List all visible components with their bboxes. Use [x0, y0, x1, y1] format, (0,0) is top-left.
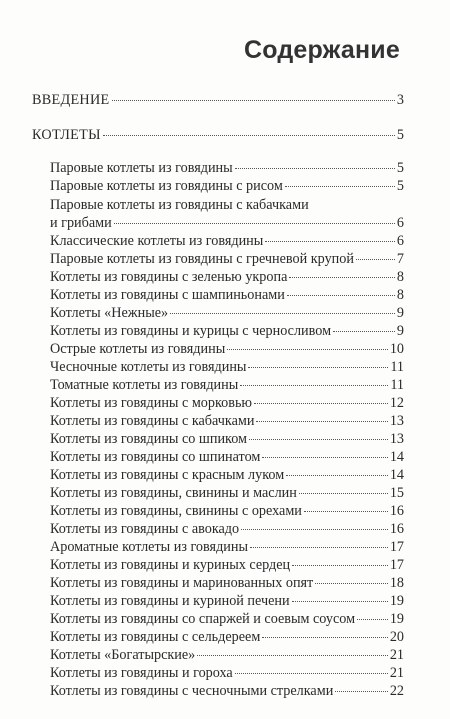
toc-entry-page: 6 — [396, 215, 404, 231]
toc-entry-page: 5 — [396, 160, 404, 176]
toc-entry-page: 8 — [396, 287, 404, 303]
dot-leader — [287, 295, 395, 296]
dot-leader — [289, 277, 395, 278]
toc-entry-label: Котлеты из говядины со шпинатом — [50, 449, 261, 465]
dot-leader — [262, 457, 387, 458]
toc-entry — [50, 628, 404, 646]
toc-entry-page: 14 — [389, 467, 404, 483]
toc-entry-page: 12 — [389, 395, 404, 411]
dot-leader — [335, 691, 388, 692]
toc-entry-label: Котлеты из говядины со шпиком — [50, 431, 248, 447]
toc-entry — [50, 430, 404, 448]
toc-entry-label: Томатные котлеты из говядины — [50, 377, 239, 393]
toc-entry — [32, 91, 404, 109]
toc-entry-page: 21 — [389, 647, 404, 663]
toc-entry — [50, 538, 404, 556]
toc-entry-label: Котлеты из говядины с кабачками — [50, 413, 255, 429]
toc-entry-page: 20 — [389, 629, 404, 645]
toc-entry — [32, 126, 404, 144]
page-title: Содержание — [243, 36, 400, 64]
toc-entry-label: и грибами — [50, 215, 112, 231]
toc-entry-page: 22 — [389, 683, 404, 699]
toc-entry-page: 19 — [389, 593, 404, 609]
toc-entry-label: Котлеты из говядины с морковью — [50, 395, 253, 411]
dot-leader — [114, 223, 395, 224]
toc-entry — [50, 610, 404, 628]
dot-leader — [292, 601, 388, 602]
toc-entry-page: 21 — [389, 665, 404, 681]
toc-entry-page: 11 — [390, 359, 404, 375]
toc-entry-page: 9 — [396, 305, 404, 321]
toc-entry — [50, 664, 404, 682]
toc-entry — [50, 520, 404, 538]
dot-leader — [250, 547, 388, 548]
dot-leader — [248, 367, 388, 368]
toc-entry-page: 15 — [389, 485, 404, 501]
dot-leader — [254, 403, 388, 404]
dot-leader — [235, 673, 388, 674]
toc-entry-page: 3 — [396, 92, 404, 108]
toc-entry-label: Котлеты «Нежные» — [50, 305, 169, 321]
toc-entry — [50, 484, 404, 502]
toc-entry — [50, 250, 404, 268]
dot-leader — [286, 475, 388, 476]
toc-entry-label: Котлеты из говядины с чесночными стрелками — [50, 683, 334, 699]
toc-entry-page: 8 — [396, 269, 404, 285]
toc-entry-page: 6 — [396, 233, 404, 249]
toc-entry-page: 13 — [389, 413, 404, 429]
dot-leader — [240, 385, 388, 386]
toc-entry — [50, 412, 404, 430]
dot-leader — [333, 331, 395, 332]
toc-entry-label: Котлеты из говядины с зеленью укропа — [50, 269, 288, 285]
toc-entry-label: Котлеты из говядины со спаржей и соевым соусом — [50, 611, 356, 627]
toc-entry-page: 18 — [389, 575, 404, 591]
toc-entry — [50, 322, 404, 340]
dot-leader — [315, 583, 388, 584]
toc-entry — [50, 574, 404, 592]
toc-entry — [50, 358, 404, 376]
toc-entry — [50, 286, 404, 304]
toc-entry-page: 16 — [389, 503, 404, 519]
toc-entry-label: Котлеты из говядины и маринованных опят — [50, 575, 314, 591]
dot-leader — [357, 619, 388, 620]
dot-leader — [262, 637, 387, 638]
toc-entry — [50, 159, 404, 177]
dot-leader — [235, 168, 395, 169]
toc-entry — [50, 232, 404, 250]
toc-entry-label: Котлеты из говядины, свинины и маслин — [50, 485, 297, 501]
toc-entry-label: Паровые котлеты из говядины — [50, 160, 233, 176]
dot-leader — [103, 135, 395, 136]
toc-entry — [50, 177, 404, 195]
toc-entry-page: 10 — [389, 341, 404, 357]
toc-entry-label: Котлеты из говядины и куриных сердец — [50, 557, 291, 573]
toc-entry — [50, 466, 404, 484]
toc-entry — [50, 214, 404, 232]
toc-entry-page: 17 — [389, 539, 404, 555]
toc-entry-label: Котлеты из говядины и гороха — [50, 665, 233, 681]
toc-entry-label: ВВЕДЕНИЕ — [32, 92, 110, 108]
dot-leader — [265, 241, 395, 242]
dot-leader — [227, 349, 388, 350]
toc-entry-page: 19 — [389, 611, 404, 627]
toc-entry — [50, 592, 404, 610]
dot-leader — [256, 421, 387, 422]
toc-entry-label: Котлеты из говядины, свинины с орехами — [50, 503, 302, 519]
toc-entry-page: 5 — [396, 127, 404, 143]
toc-entry-label: КОТЛЕТЫ — [32, 127, 101, 143]
toc-entry — [50, 448, 404, 466]
dot-leader — [292, 565, 388, 566]
toc-entry-page: 5 — [396, 178, 404, 194]
dot-leader — [241, 529, 388, 530]
toc-entry — [50, 268, 404, 286]
toc-entry-label: Ароматные котлеты из говядины — [50, 539, 248, 555]
toc-entry-label: Котлеты из говядины с сельдереем — [50, 629, 261, 645]
toc-entry-page: 13 — [389, 431, 404, 447]
toc-entry-page: 9 — [396, 323, 404, 339]
toc-entry — [50, 394, 404, 412]
toc-entry — [50, 376, 404, 394]
toc-entry-page: 16 — [389, 521, 404, 537]
dot-leader — [249, 439, 388, 440]
toc-entry-label: Котлеты из говядины с шампиньонами — [50, 287, 285, 303]
dot-leader — [197, 655, 388, 656]
toc-entry-label: Котлеты из говядины и куриной печени — [50, 593, 290, 609]
toc-entry-label: Паровые котлеты из говядины с гречневой крупой — [50, 251, 354, 267]
dot-leader — [304, 511, 388, 512]
dot-leader — [356, 259, 395, 260]
toc-entry-page: 7 — [396, 251, 404, 267]
toc-entry-label: Острые котлеты из говядины — [50, 341, 226, 357]
toc-entry-page: 14 — [389, 449, 404, 465]
toc-entry — [50, 304, 404, 322]
toc-entry — [50, 646, 404, 664]
dot-leader — [299, 493, 388, 494]
toc-entry-label: Котлеты из говядины с авокадо — [50, 521, 240, 537]
toc-entry-label: Котлеты из говядины с красным луком — [50, 467, 285, 483]
toc-entry-page: 11 — [390, 377, 404, 393]
toc-entry-label: Чесночные котлеты из говядины — [50, 359, 247, 375]
toc-entry-label: Классические котлеты из говядины — [50, 233, 264, 249]
toc-entry-label: Котлеты «Богатырские» — [50, 647, 196, 663]
toc-entry-label: Паровые котлеты из говядины с рисом — [50, 178, 283, 194]
toc-entry — [50, 556, 404, 574]
toc-entry-page: 17 — [389, 557, 404, 573]
toc-entry — [50, 340, 404, 358]
toc-entry — [50, 682, 404, 700]
dot-leader — [285, 186, 395, 187]
toc-entry-label-line1: Паровые котлеты из говядины с кабачками — [50, 197, 309, 213]
dot-leader — [170, 313, 395, 314]
toc-entry-label: Котлеты из говядины и курицы с черносливом — [50, 323, 332, 339]
dot-leader — [112, 100, 395, 101]
toc-entry — [50, 502, 404, 520]
